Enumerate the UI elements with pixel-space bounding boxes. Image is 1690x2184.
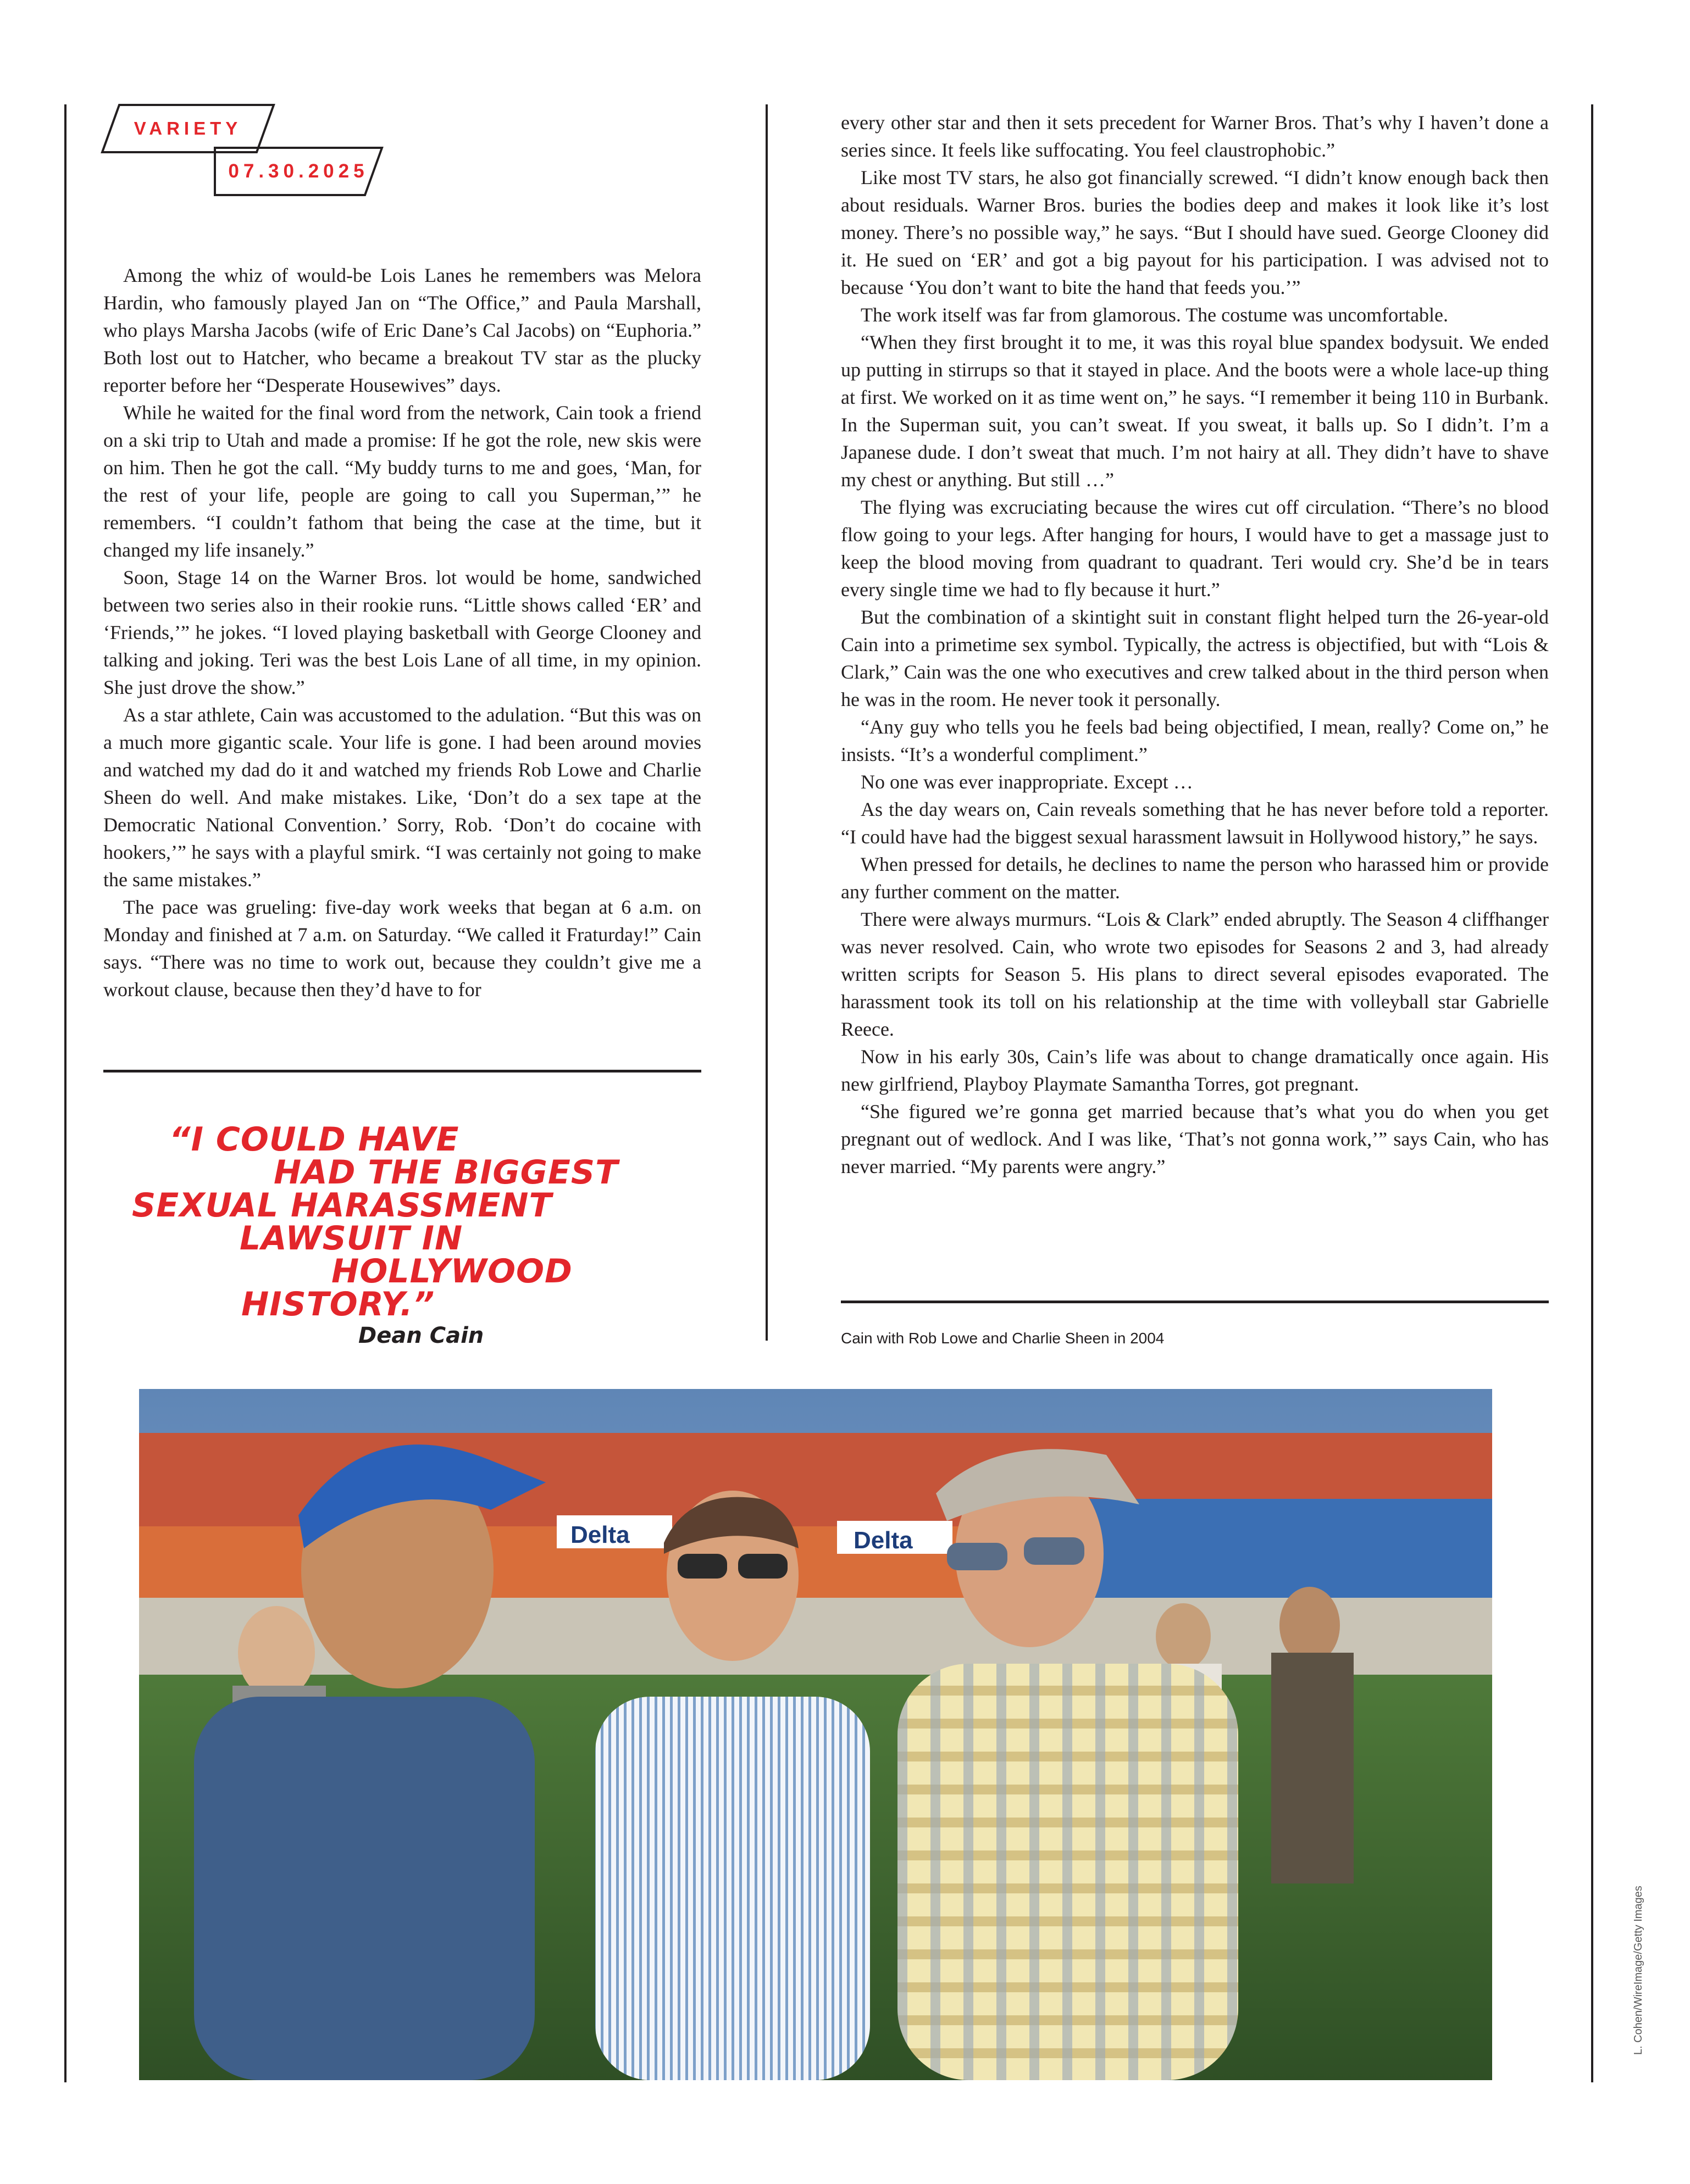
- pull-quote-line: HISTORY.”: [241, 1285, 435, 1324]
- date-tag: [213, 146, 384, 197]
- left-column-rule: [64, 104, 67, 2082]
- right-text-column: [841, 109, 1549, 1180]
- body-paragraph: The flying was excruciating because the wires cut off circulation. “There’s no blood flow going to your legs. After hanging for hours, I would have to get a massage just to keep the blood moving from quadrant to quadrant. Teri would cry. She’d be in tears every single time we had to fly because it hurt.”: [841, 496, 1549, 601]
- issue-date: 07.30.2025: [228, 160, 369, 182]
- body-paragraph: Among the whiz of would-be Lois Lanes he remembers was Melora Hardin, who famously played Jan on “The Office,” and Paula Marshall, who plays Marsha Jacobs (wife of Eric Dane’s Cal Jacobs) on “Euphoria.” Both lost out to Hatcher, who became a breakout TV star as the plucky reporter before her “Desperate Housewives” days.: [103, 264, 701, 396]
- pull-quote-line: HAD THE BIGGEST: [274, 1153, 619, 1192]
- body-paragraph: “When they first brought it to me, it was this royal blue spandex bodysuit. We ended up putting in stirrups so that it stayed in place. And the boots were a whole lace-up thing at first. We worked on it as time went on,” he says. “I remember it being 110 in Burbank. In the Superman suit, you can’t sweat. If you sweat, it balls up. So I didn’t. I’m a Japanese dude. I don’t sweat that much. I’m not hairy at all. They didn’t have to shave my chest or anything. But still …”: [841, 331, 1549, 491]
- body-paragraph: As the day wears on, Cain reveals something that he has never before told a reporter. “I could have had the biggest sexual harassment lawsuit in Hollywood history,” he says.: [841, 798, 1549, 848]
- photo-caption: Cain with Rob Lowe and Charlie Sheen in 2004: [841, 1330, 1165, 1347]
- pull-quote-line: LAWSUIT IN: [240, 1219, 463, 1258]
- left-text-column: [103, 262, 701, 1003]
- pull-quote-line: SEXUAL HARASSMENT: [132, 1186, 552, 1225]
- body-paragraph: Like most TV stars, he also got financially screwed. “I didn’t know enough back then about residuals. Warner Bros. buries the bodies deep and makes it look like it’s lost money. There’s no possible way,” he says. “But I should have sued. George Clooney did it. He sued on ‘ER’ and got a big payout for his participation. I was advised not to because ‘You don’t want to bite the hand that feeds you.’”: [841, 166, 1549, 298]
- body-paragraph: every other star and then it sets precedent for Warner Bros. That’s why I haven’t done a series since. It feels like suffocating. You feel claustrophobic.”: [841, 112, 1549, 161]
- body-paragraph: While he waited for the final word from the network, Cain took a friend on a ski trip to Utah and made a promise: If he got the role, new skis were on him. Then he got the call. “My buddy turns to me and goes, ‘Man, for the rest of your life, people are going to call you Superman,’” he remembers. “I couldn’t fathom that being the case at the time, but it changed my life insanely.”: [103, 402, 701, 561]
- body-paragraph: The pace was grueling: five-day work weeks that began at 6 a.m. on Monday and finished at 7 a.m. on Saturday. “We called it Fraturday!” Cain says. “There was no time to work out, because they couldn’t give me a workout clause, because then they’d have to for: [103, 896, 701, 1001]
- delta-sign: Delta: [570, 1521, 630, 1548]
- body-paragraph: Now in his early 30s, Cain’s life was about to change dramatically once again. His new girlfriend, Playboy Playmate Samantha Torres, got pregnant.: [841, 1046, 1549, 1095]
- body-paragraph: No one was ever inappropriate. Except …: [861, 771, 1193, 793]
- pull-quote-attribution: Dean Cain: [358, 1323, 484, 1348]
- stadium-photo: [139, 1389, 1492, 2080]
- body-paragraph: There were always murmurs. “Lois & Clark” ended abruptly. The Season 4 cliffhanger was never resolved. Cain, who wrote two episodes for Seasons 2 and 3, had already written scripts for Season 5. His plans to direct several episodes evaporated. The harassment took its toll on his relationship at the time with volleyball star Gabrielle Reece.: [841, 908, 1549, 1040]
- photo-credit: L. Cohen/WireImage/Getty Images: [1632, 1886, 1644, 2055]
- center-column-rule: [766, 104, 768, 1341]
- delta-sign: Delta: [854, 1527, 913, 1554]
- body-paragraph: “She figured we’re gonna get married because that’s what you do when you get pregnant out of wedlock. And I was like, ‘That’s not gonna work,’” says Cain, who has never married. “My parents were angry.”: [841, 1101, 1549, 1177]
- pull-quote-line: HOLLYWOOD: [331, 1252, 573, 1291]
- body-paragraph: But the combination of a skintight suit in constant flight helped turn the 26-year-old Cain into a primetime sex symbol. Typically, the actress is objectified, but with “Lois & Clark,” Cain was the one who executives and crew talked about in the third person when he was in the room. He never took it personally.: [841, 606, 1549, 710]
- body-paragraph: When pressed for details, he declines to name the person who harassed him or provide any further comment on the matter.: [841, 853, 1549, 903]
- pull-quote-rule: [103, 1070, 701, 1072]
- pull-quote-line: “I COULD HAVE: [169, 1120, 459, 1159]
- right-column-rule: [1591, 104, 1593, 2082]
- body-paragraph: “Any guy who tells you he feels bad being objectified, I mean, really? Come on,” he insists. “It’s a wonderful compliment.”: [841, 716, 1549, 765]
- brand-label: VARIETY: [134, 118, 242, 138]
- caption-rule: [841, 1301, 1549, 1303]
- body-paragraph: As a star athlete, Cain was accustomed to the adulation. “But this was on a much more gigantic scale. Your life is gone. I had been around movies and watched my dad do it and watched my friends Rob Lowe and Charlie Sheen do well. And make mistakes. Like, ‘Don’t do a sex tape at the Democratic National Convention.’ Sorry, Rob. ‘Don’t do cocaine with hookers,’” he says with a playful smirk. “I was certainly not going to make the same mistakes.”: [103, 704, 701, 891]
- body-paragraph: The work itself was far from glamorous. The costume was uncomfortable.: [861, 304, 1449, 326]
- body-paragraph: Soon, Stage 14 on the Warner Bros. lot would be home, sandwiched between two series also in their rookie runs. “Little shows called ‘ER’ and ‘Friends,’” he jokes. “I loved playing basketball with George Clooney and talking and joking. Teri was the best Lois Lane of all time, in my opinion. She just drove the show.”: [103, 566, 701, 698]
